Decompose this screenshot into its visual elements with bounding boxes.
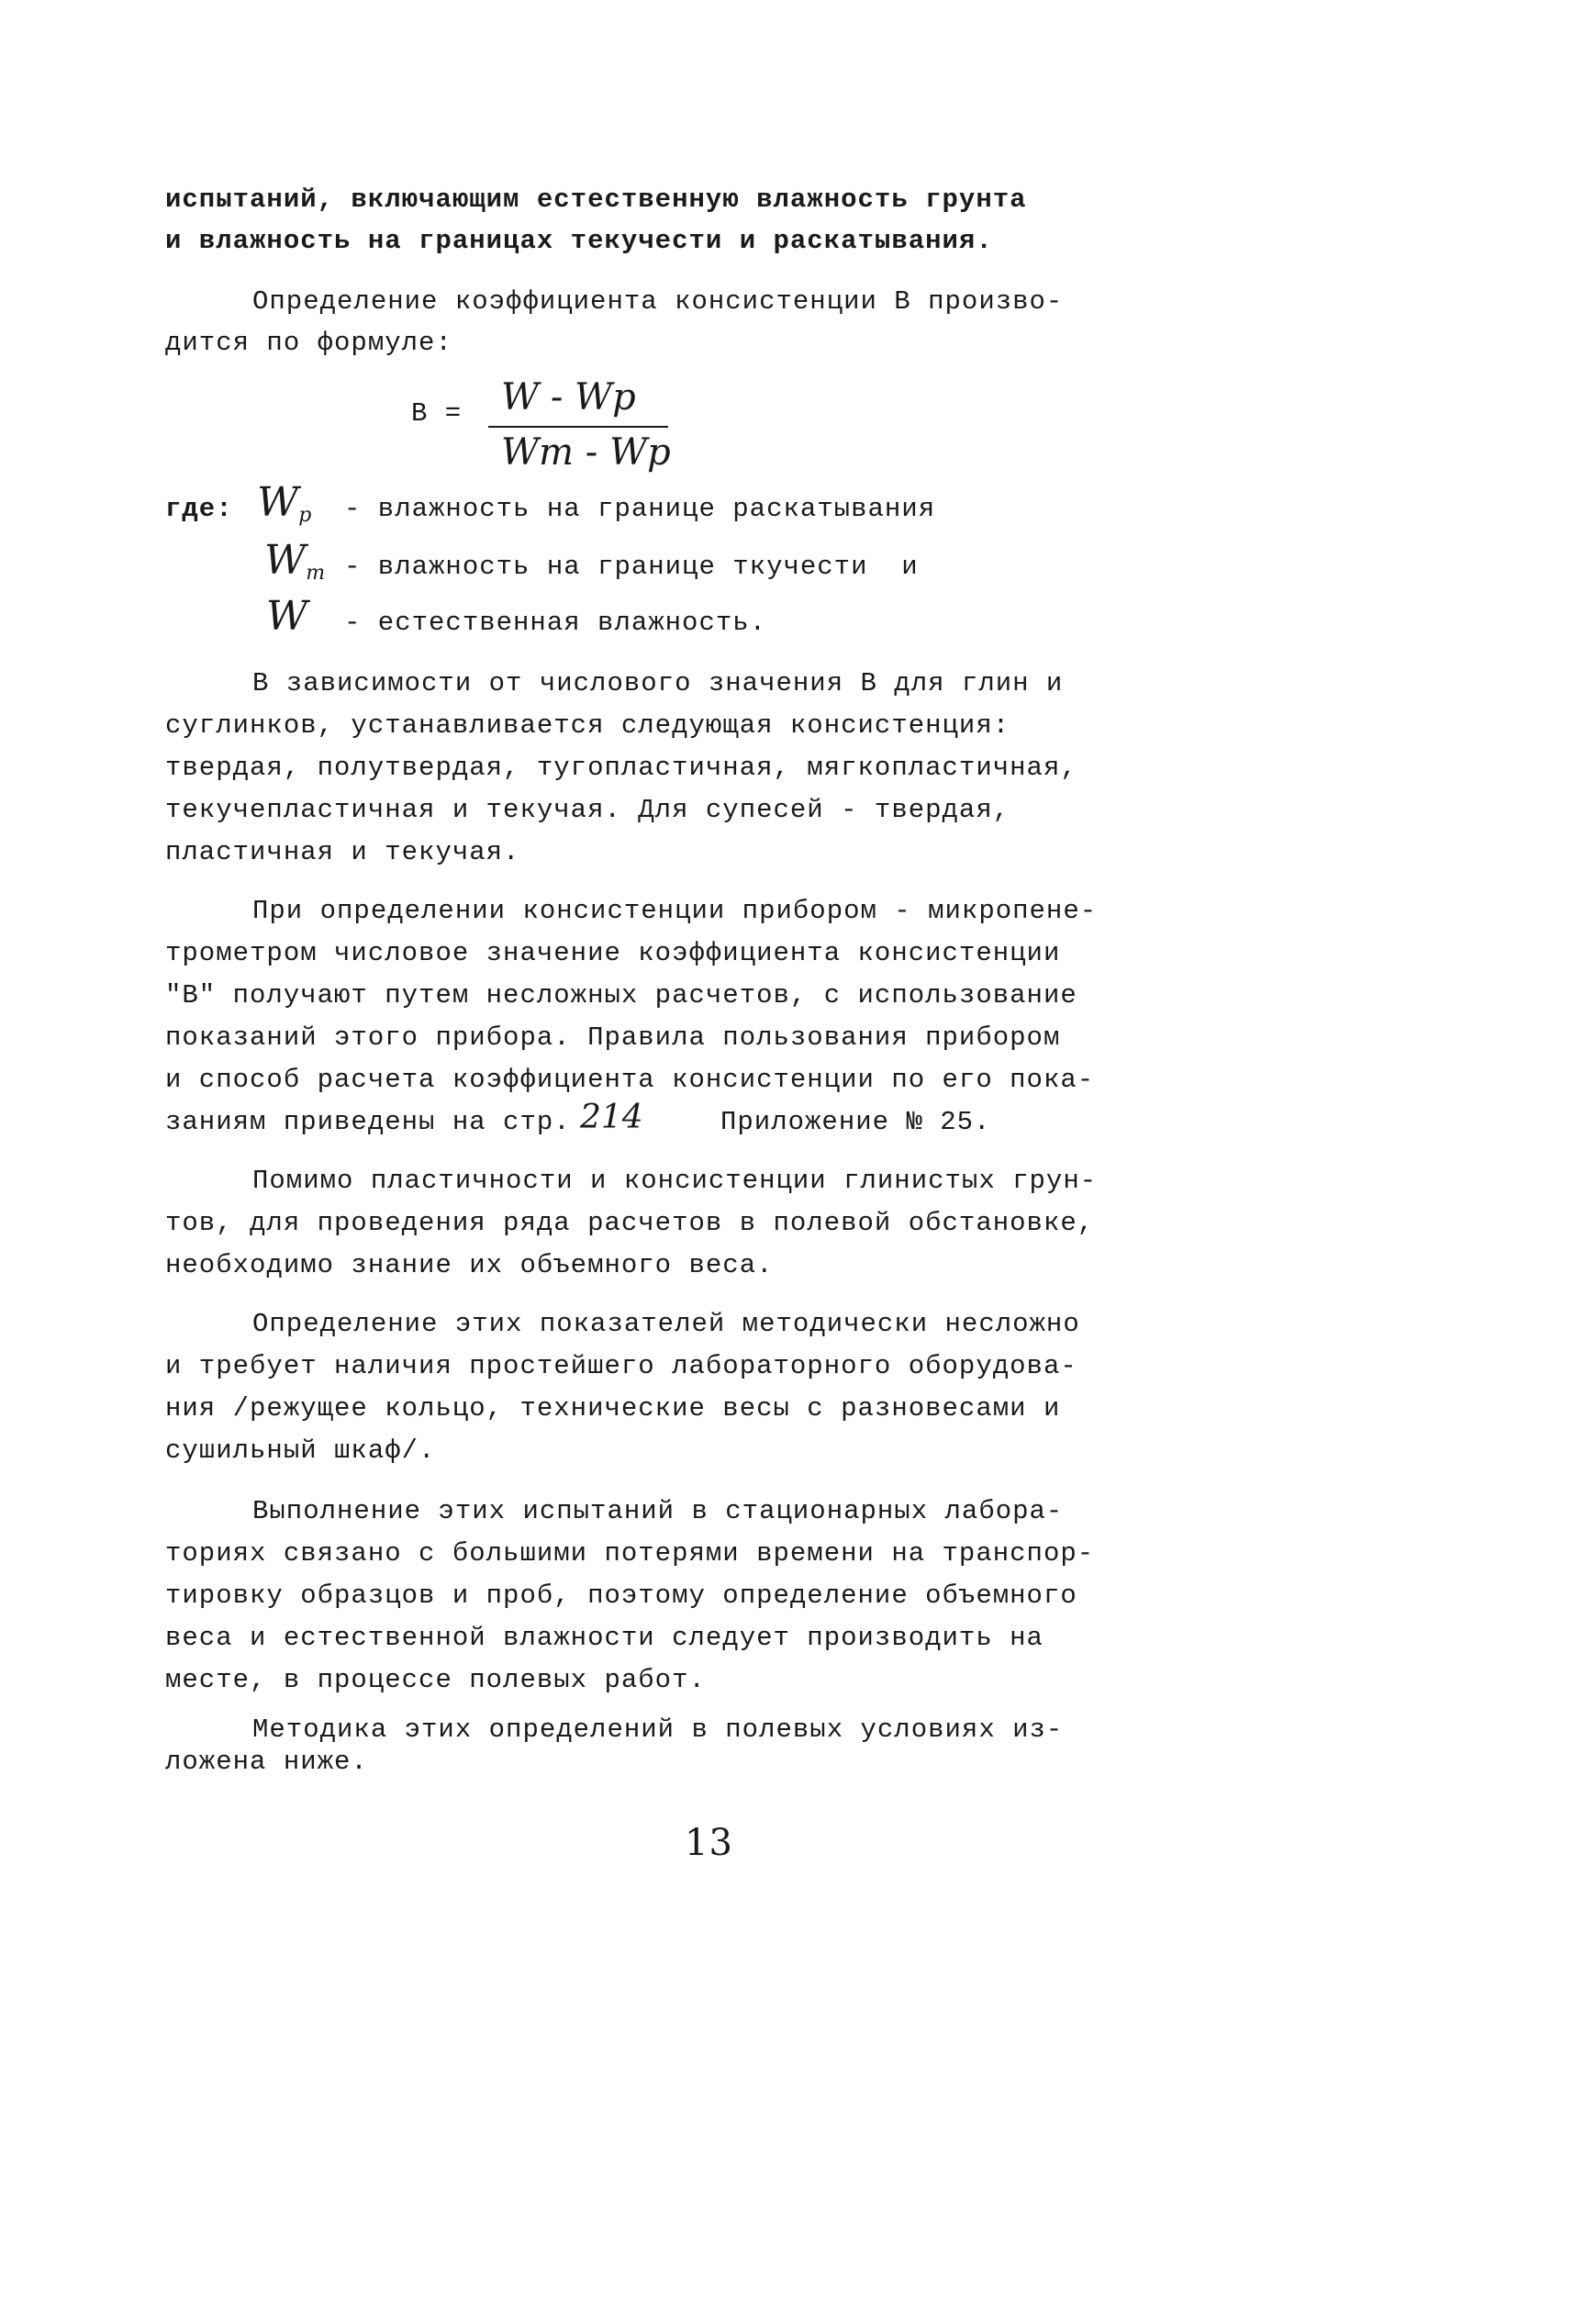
paragraph-7-line-5: месте, в процессе полевых работ. — [165, 1665, 706, 1695]
paragraph-3-line-1: В зависимости от числового значения В для глин и — [252, 668, 1064, 698]
paragraph-4-line-4: показаний этого прибора. Правила пользования прибором — [165, 1022, 1061, 1053]
symbol-wp: $W_p$ — [257, 479, 312, 527]
definition-wp-text: - влажность на границе раскатывания — [344, 494, 936, 524]
definition-wm-text: - влажность на границе ткучести и — [344, 552, 919, 582]
paragraph-7-line-1: Выполнение этих испытаний в стационарных лабора- — [252, 1496, 1064, 1526]
paragraph-6-line-4: сушильный шкаф/. — [165, 1435, 436, 1466]
paragraph-3-line-4: текучепластичная и текучая. Для супесей - твердая, — [165, 795, 1010, 825]
paragraph-2-line-1: Определение коэффициента консистенции В произво- — [252, 286, 1064, 317]
paragraph-7-line-2: ториях связано с большими потерями времени на транспор- — [165, 1538, 1095, 1569]
paragraph-8-line-2: ложена ниже. — [165, 1747, 368, 1777]
paragraph-4-line-5: и способ расчета коэффициента консистенции по его пока- — [165, 1065, 1095, 1095]
paragraph-1-line-1: испытаний, включающим естественную влажность грунта — [165, 184, 1027, 215]
paragraph-5-line-3: необходимо знание их объемного веса. — [165, 1250, 774, 1280]
appendix-ref: Приложение № 25. — [720, 1107, 991, 1137]
paragraph-4-line-2: трометром числовое значение коэффициента консистенции — [165, 938, 1061, 968]
formula-numerator: W - Wp — [501, 376, 636, 419]
paragraph-4-line-1: При определении консистенции прибором - микропене- — [252, 896, 1098, 926]
paragraph-6-line-1: Определение этих показателей методически несложно — [252, 1309, 1080, 1339]
paragraph-2-line-2: дится по формуле: — [165, 328, 452, 358]
paragraph-3-line-5: пластичная и текучая. — [165, 837, 520, 867]
handwritten-page-ref: 214 — [580, 1099, 643, 1136]
paragraph-6-line-2: и требует наличия простейшего лабораторного оборудова- — [165, 1351, 1077, 1381]
paragraph-5-line-2: тов, для проведения ряда расчетов в полевой обстановке, — [165, 1208, 1095, 1238]
formula-denominator: Wm - Wp — [501, 431, 671, 474]
paragraph-1-line-2: и влажность на границах текучести и раскатывания. — [165, 226, 993, 256]
formula-fraction-bar — [488, 426, 668, 428]
definitions-prefix: где: — [165, 494, 233, 524]
paragraph-5-line-1: Помимо пластичности и консистенции глинистых грун- — [252, 1166, 1098, 1196]
paragraph-7-line-4: веса и естественной влажности следует производить на — [165, 1623, 1044, 1653]
definition-w-text: - естественная влажность. — [344, 608, 767, 638]
page-number: 13 — [685, 1822, 733, 1864]
paragraph-4-line-6: заниям приведены на стр. — [165, 1107, 571, 1137]
paragraph-8-line-1: Методика этих определений в полевых условиях из- — [252, 1714, 1064, 1745]
paragraph-6-line-3: ния /режущее кольцо, технические весы с разновесами и — [165, 1393, 1061, 1424]
paragraph-3-line-3: твердая, полутвердая, тугопластичная, мягкопластичная, — [165, 753, 1077, 783]
paragraph-3-line-2: суглинков, устанавливается следующая консистенция: — [165, 710, 1010, 741]
symbol-w: W — [266, 593, 308, 640]
symbol-wm: $W_m$ — [264, 537, 326, 585]
paragraph-4-line-3: "В" получают путем несложных расчетов, с использование — [165, 980, 1077, 1011]
paragraph-7-line-3: тировку образцов и проб, поэтому определение объемного — [165, 1580, 1077, 1611]
formula-lhs: В = — [411, 398, 463, 429]
